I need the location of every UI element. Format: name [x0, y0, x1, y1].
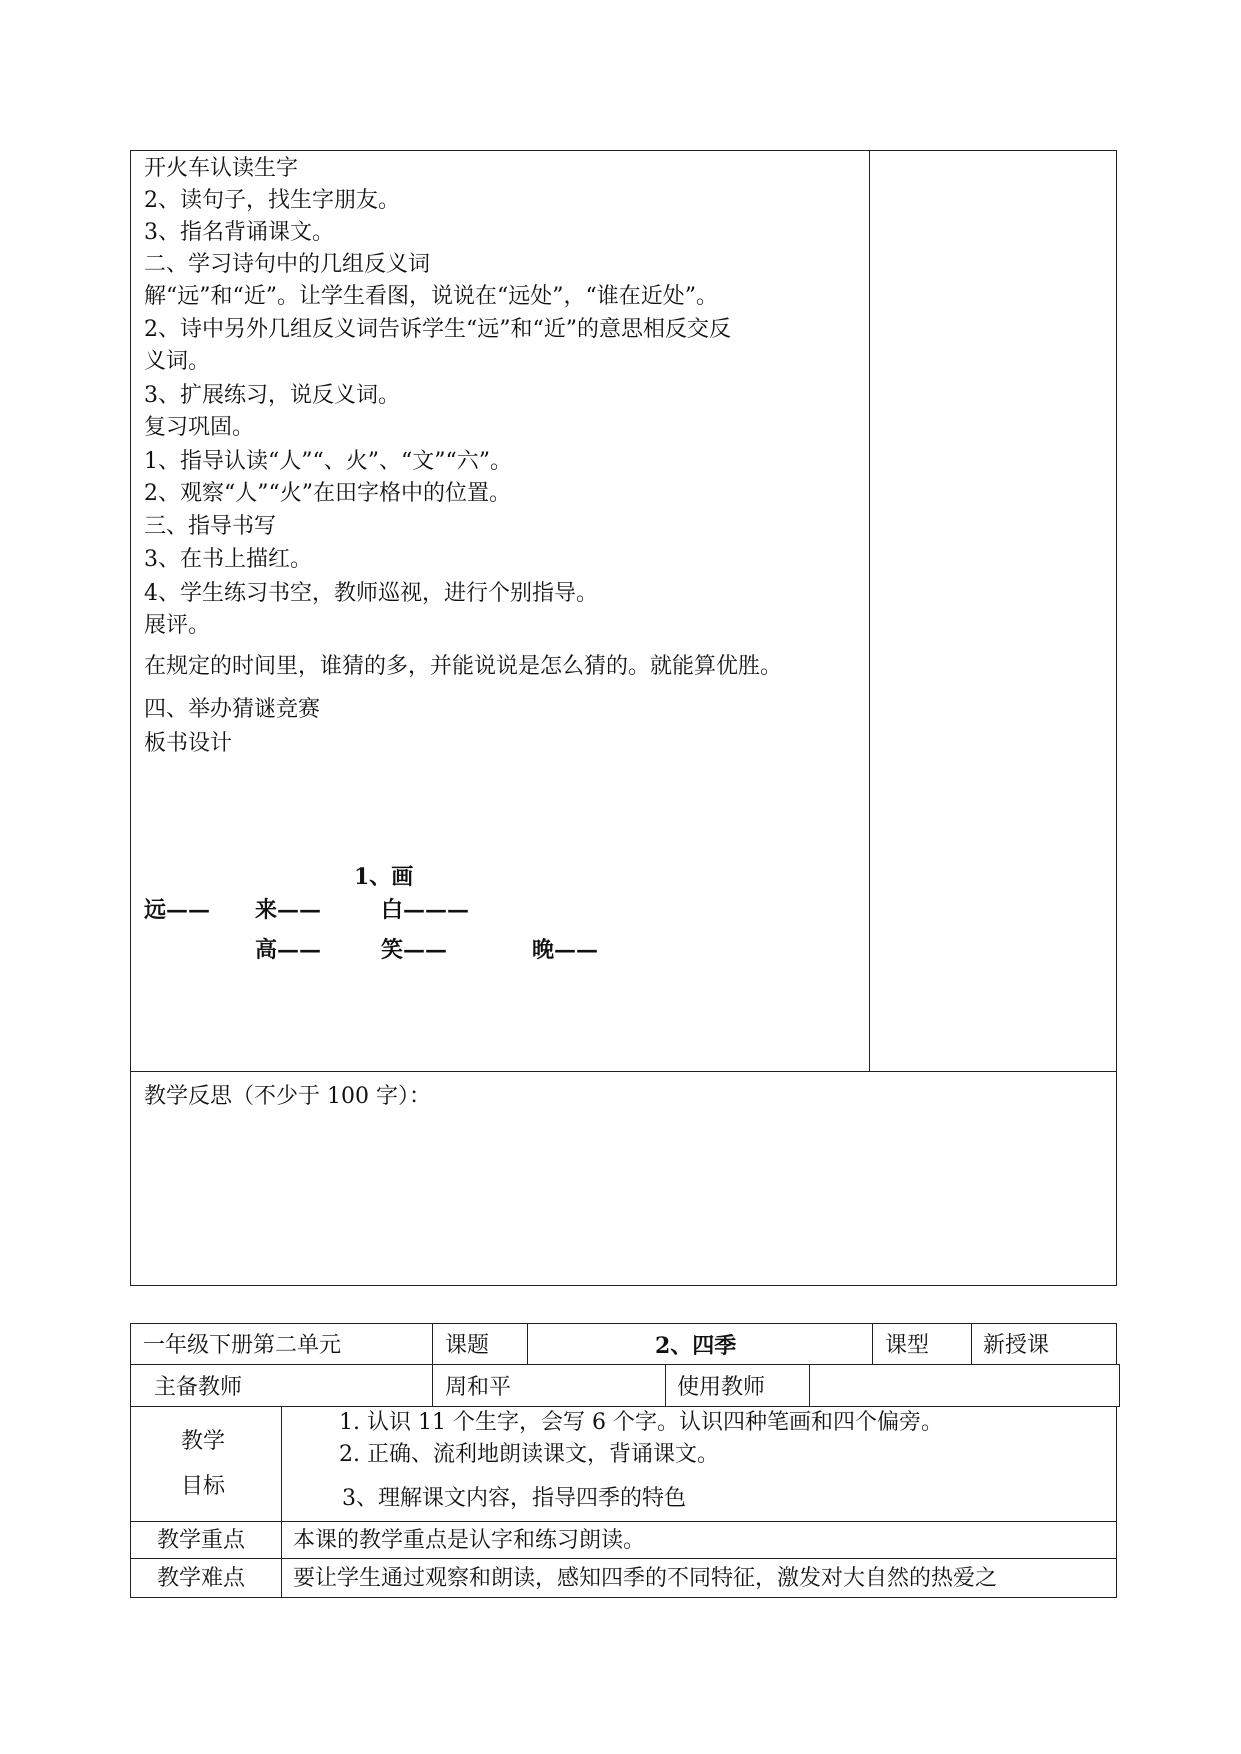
board-title: 1、画: [354, 864, 414, 890]
main-teacher-value-cell: [432, 1364, 666, 1407]
process-line: 展评。: [144, 613, 211, 638]
topic-value-cell: [527, 1323, 873, 1365]
type-value-cell: [971, 1323, 1117, 1365]
board-word: 白———: [381, 897, 470, 923]
process-line: 开火车认读生字: [144, 156, 299, 181]
key-label-cell: [130, 1521, 282, 1559]
goals-label-cell: [130, 1406, 282, 1522]
process-line: 2、观察“人”“火”在田字格中的位置。: [144, 481, 511, 506]
goals-label-2: 目标: [181, 1474, 226, 1499]
board-word: 晚——: [532, 937, 599, 963]
type-value: 新授课: [983, 1333, 1050, 1358]
goal-item: 2. 正确、流利地朗读课文，背诵课文。: [339, 1442, 719, 1467]
type-label-cell: [872, 1323, 972, 1365]
row-divider: [131, 1071, 1116, 1072]
difficulty-label-cell: [130, 1558, 282, 1598]
topic-label-cell: [432, 1323, 528, 1365]
goal-item: 3、理解课文内容，指导四季的特色: [342, 1486, 686, 1511]
reflection-label: 教学反思（不少于 100 字）：: [144, 1084, 431, 1109]
board-word: 笑——: [381, 937, 448, 963]
user-teacher-label: 使用教师: [677, 1375, 766, 1400]
process-line: 二、学习诗句中的几组反义词: [144, 252, 431, 277]
key-value-cell: [281, 1521, 1117, 1559]
process-line: 在规定的时间里，谁猜的多，并能说说是怎么猜的。就能算优胜。: [144, 654, 783, 679]
key-value: 本课的教学重点是认字和练习朗读。: [293, 1528, 646, 1553]
main-teacher-label-cell: [130, 1364, 433, 1407]
user-teacher-label-cell: [665, 1364, 810, 1407]
lesson1-table: [130, 150, 1117, 1286]
unit-text: 一年级下册第二单元: [143, 1333, 342, 1358]
difficulty-value-cell: [281, 1558, 1117, 1598]
main-teacher-value: 周和平: [445, 1375, 512, 1400]
main-teacher-label: 主备教师: [154, 1375, 243, 1400]
process-line: 2、诗中另外几组反义词告诉学生“远”和“近”的意思相反交反: [144, 317, 731, 342]
type-label: 课型: [885, 1333, 930, 1358]
process-line: 义词。: [144, 349, 211, 374]
process-line: 三、指导书写: [144, 514, 277, 539]
board-word: 高——: [255, 937, 322, 963]
column-divider: [869, 151, 870, 1071]
process-line: 3、指名背诵课文。: [144, 220, 334, 245]
user-teacher-value-cell[interactable]: [809, 1364, 1120, 1407]
topic-value: 2、四季: [655, 1333, 737, 1359]
process-line: 4、学生练习书空，教师巡视，进行个别指导。: [144, 581, 598, 606]
board-word: 远——: [144, 897, 211, 923]
board-word: 来——: [255, 897, 322, 923]
process-line: 3、在书上描红。: [144, 547, 312, 572]
process-line: 四、举办猜谜竞赛: [144, 697, 321, 722]
goals-label-1: 教学: [181, 1429, 226, 1454]
process-line: 板书设计: [144, 731, 233, 756]
process-line: 2、读句子，找生字朋友。: [144, 188, 400, 213]
goals-value-cell: [281, 1406, 1117, 1522]
difficulty-label: 教学难点: [157, 1566, 246, 1591]
process-line: 复习巩固。: [144, 415, 255, 440]
process-line: 3、扩展练习，说反义词。: [144, 383, 400, 408]
goal-item: 1. 认识 11 个生字，会写 6 个字。认识四种笔画和四个偏旁。: [339, 1410, 943, 1435]
process-line: 1、指导认读“人”“、火”、“文”“六”。: [144, 449, 512, 474]
difficulty-value: 要让学生通过观察和朗读，感知四季的不同特征，激发对大自然的热爱之: [293, 1566, 998, 1591]
key-label: 教学重点: [157, 1528, 246, 1553]
unit-cell: [130, 1323, 433, 1365]
topic-label: 课题: [445, 1333, 490, 1358]
process-line: 解“远”和“近”。让学生看图，说说在“远处”，“谁在近处”。: [144, 284, 718, 309]
